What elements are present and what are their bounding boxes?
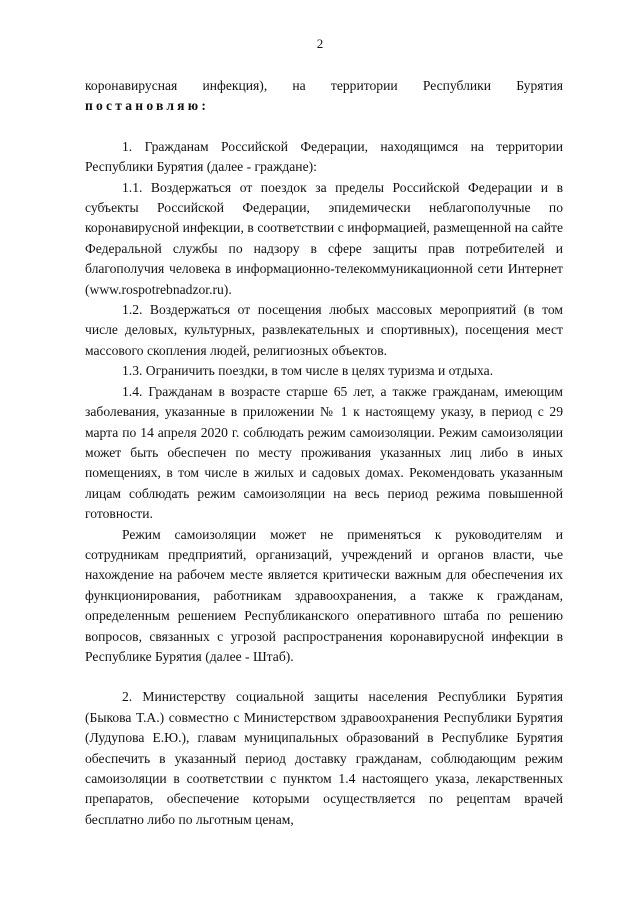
paragraph-1-2: 1.2. Воздержаться от посещения любых массовых мероприятий (в том числе деловых, культурных, развлекательных и спортивных), посещения мест массового скопления людей, религиозных объектов. (85, 302, 563, 358)
paragraph-1-1: 1.1. Воздержаться от поездок за пределы Российской Федерации и в субъекты Российской Федерации, эпидемически неблагополучные по коронавирусной инфекции, в соответствии с информацией, размещенной на сайте Федеральной службы по надзору в сфере защиты прав потребителей и благополучия человека в информационно-телекоммуникационной сети Интернет (www.rospotrebnadzor.ru). (85, 179, 563, 297)
paragraph-2: 2. Министерству социальной защиты населения Республики Бурятия (Быкова Т.А.) совместно с Министерством здравоохранения Республики Бурятия (Лудупова Е.Ю.), главам муниципальных образований в Республике Бурятия обеспечить в указанный период доставку гражданам, соблюдающим режим самоизоляции в соответствии с пунктом 1.4 настоящего указа, лекарственных препаратов, обеспечение которыми осуществляется по рецептам врачей бесплатно либо по льготным ценам, (85, 689, 563, 827)
paragraph-1-3: 1.3. Ограничить поездки, в том числе в целях туризма и отдыха. (122, 363, 494, 379)
decree-word: постановляю: (85, 98, 210, 114)
paragraph-1-4-exceptions: Режим самоизоляции может не применяться к руководителям и сотрудникам предприятий, организаций, учреждений и органов власти, чье нахождение на рабочем месте является критически важным для обеспечения их функционирования, работникам здравоохранения, а также к гражданам, определенным решением Республиканского оперативного штаба по решению вопросов, связанных с угрозой распространения коронавирусной инфекции в Республике Бурятия (далее - Штаб). (85, 526, 563, 664)
paragraph-1: 1. Гражданам Российской Федерации, находящимся на территории Республики Бурятия (далее - граждане): (85, 138, 563, 175)
page-number: 2 (316, 36, 324, 51)
intro-paragraph (85, 76, 563, 117)
intro-text: коронавирусная инфекция), на территории Республики Бурятия (85, 78, 563, 93)
paragraph-1-4: 1.4. Гражданам в возрасте старше 65 лет, а также гражданам, имеющим заболевания, указанные в приложении № 1 к настоящему указу, в период с 29 марта по 14 апреля 2020 г. соблюдать режим самоизоляции. Режим самоизоляции может быть обеспечен по месту проживания указанных лиц либо в иных помещениях, в том числе в жилых и садовых домах. Рекомендовать указанным лицам соблюдать режим самоизоляции на весь период режима повышенной готовности. (85, 383, 563, 522)
document-body (85, 76, 563, 830)
